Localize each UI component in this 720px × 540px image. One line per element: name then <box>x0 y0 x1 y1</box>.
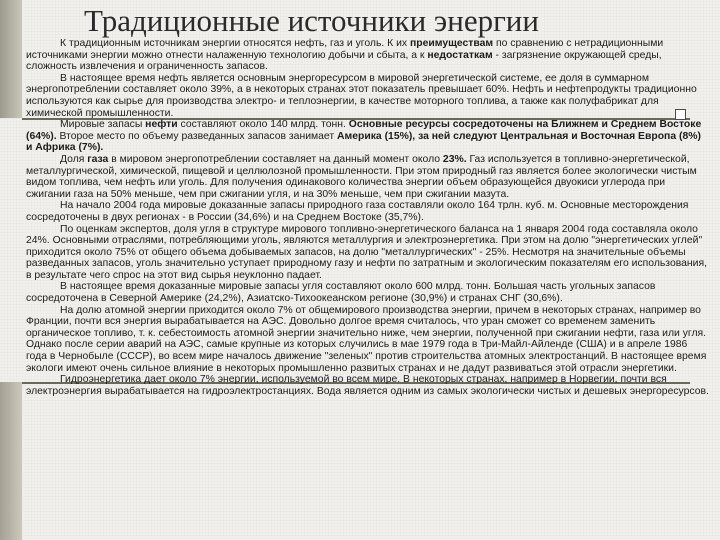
bold-text: газа <box>87 153 109 165</box>
text-run: На начало 2004 года мировые доказанные запасы природного газа составляли около 164 трлн. куб. м. Основные месторождения сосредоточены в двух регионах - в России (34,6%) и на Среднем Востоке (35,7%). <box>26 200 689 223</box>
text-run: в мировом энергопотреблении составляет на данный момент около <box>108 153 443 165</box>
paragraph <box>26 154 710 200</box>
text-run: - загрязнение окружающей среды, сложность извлечения и ограниченность запасов. <box>26 49 662 73</box>
bold-text: Основные ресурсы сосредоточены на Ближнем и Среднем Востоке (64%). <box>26 119 702 142</box>
text-run: В настоящее время нефть является основным энергоресурсом в мировой энергетической системе, ее доля в суммарном энергопотреблении составляет около 39%, а в некоторых странах этот показатель превышает 60%. Нефть и нефтепродукты традиционно используются как сырье для производства электро- и теплоэнергии, в качестве моторного топлива, а также как полуфабрикат для химической промышленности. <box>26 72 697 119</box>
paragraph <box>26 38 710 73</box>
decorative-sidebar-top <box>0 0 22 118</box>
paragraph <box>26 224 710 282</box>
text-run: На долю атомной энергии приходится около 7% от общемирового производства энергии, причем в некоторых странах, например во Франции, почти вся энергия вырабатывается на АЭС. Довольно долгое время считалось, что уран сможет со временем заменить органическое топливо, т. к. себестоимость атомной энергии значительно ниже, чем энергии, полученной при сжигании нефти, газа или угля. Однако после серии аварий на АЭС, самые крупные из которых случились в мае 1979 года в Три-Майл-Айленде (США) и в апреле 1986 года в Чернобыле (СССР), во всем мире началось движение "зеленых" против строительства атомных электростанций. В настоящее время экологи имеют очень сильное влияние в некоторых промышленно развитых странах и не дадут развиваться этой отрасли энергетики. <box>26 304 707 374</box>
text-run: Гидроэнергетика дает около 7% энергии, используемой во всем мире. В некоторых странах, например в Норвегии, почти вся электроэнергия вырабатывается на гидроэлектростанциях. Вода является одним из самых экологически чистых и дешевых энергоресурсов. <box>26 374 709 397</box>
slide-title: Традиционные источники энергии <box>84 3 539 38</box>
text-run: В настоящее время доказанные мировые запасы угля составляют около 600 млрд. тонн. Большая часть угольных запасов сосредоточена в Северной Америке (24,2%), Азиатско-Тихоокеанском регионе (30,9%) и странах СНГ (30,6%). <box>26 281 656 305</box>
paragraph <box>26 374 710 397</box>
paragraph <box>26 281 710 304</box>
text-run: составляют около 140 млрд. тонн. <box>177 119 349 131</box>
text-run: К традиционным источникам энергии относятся нефть, газ и уголь. К их <box>60 38 410 49</box>
bold-text: Америка (15%), за ней следуют Центральная и Восточная Европа (8%) и Африка (7%). <box>26 130 701 154</box>
slide-body <box>26 38 710 397</box>
bold-text: нефти <box>145 119 178 131</box>
paragraph <box>26 200 710 223</box>
bold-text: недостаткам <box>427 49 493 61</box>
text-run: По оценкам экспертов, доля угля в структуре мирового топливно-энергетического баланса на 1 января 2004 года составляла около 24%. Основными отраслями, потребляющими уголь, являются металлургия и электроэнергетика. При этом на долю "энергетических углей" приходится около 75% от общего объема добываемых запасов, на долю "металлургических" - 25%. Несмотря на значительные объемы разведанных запасов, уголь значительно уступает природному газу и нефти по затратным и экологическим показателям его использования, в результате чего спрос на этот вид сырья неуклонно падает. <box>26 223 707 281</box>
paragraph <box>26 73 710 119</box>
text-run: Второе место по объему разведанных запасов занимает <box>56 130 338 142</box>
text-run: по сравнению с нетрадиционными источниками энергии можно отнести налаженную технологию добычи и сбыта, а к <box>26 38 664 61</box>
bold-text: преимуществам <box>409 38 494 49</box>
bold-text: 23%. <box>442 153 467 165</box>
paragraph <box>26 305 710 375</box>
decorative-sidebar-bottom <box>0 382 22 540</box>
text-run: Газ используется в топливно-энергетической, металлургической, химической, пищевой и целлюлозной промышленности. При этом природный газ является более экологически чистым видом топлива, чем нефть или уголь. Для получения одинакового количества энергии объем образующейся двуокиси углерода при сжигании газа на 50% меньше, чем при сжигании угля, и на 30% меньше, чем при сжигании мазута. <box>26 153 697 200</box>
text-run: Мировые запасы <box>60 119 146 131</box>
paragraph <box>26 119 710 154</box>
text-run: Доля <box>60 153 88 165</box>
